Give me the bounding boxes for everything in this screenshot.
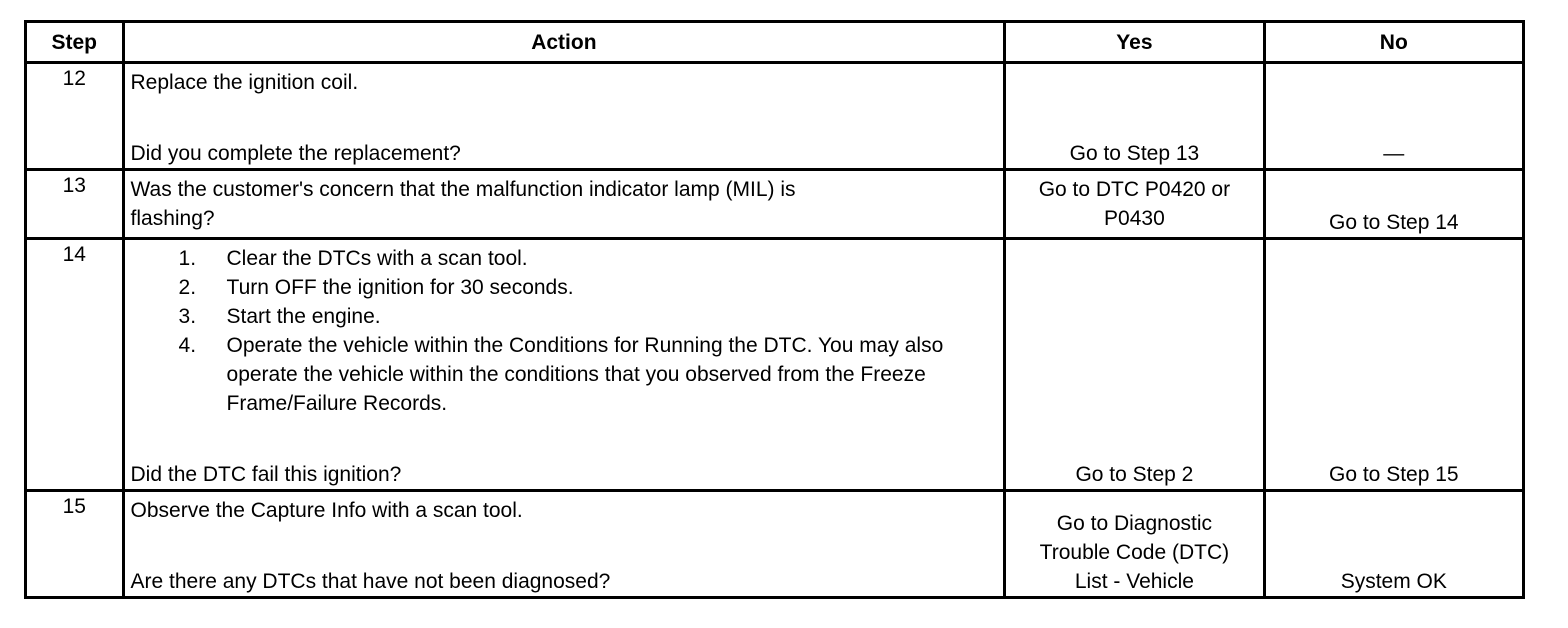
step-number: 15 — [26, 491, 124, 598]
yes-result-line: Go to DTC P0420 or — [1038, 178, 1231, 201]
table-row — [26, 170, 1524, 239]
no-cell — [1264, 491, 1523, 598]
list-item-text: Turn OFF the ignition for 30 seconds. — [226, 276, 574, 299]
header-yes: Yes — [1005, 22, 1264, 63]
list-item-text: Start the engine. — [226, 305, 381, 328]
list-item-text: Clear the DTCs with a scan tool. — [226, 247, 528, 270]
yes-cell — [1005, 491, 1264, 598]
yes-result-line: P0430 — [1104, 207, 1165, 230]
yes-result-line: Trouble Code (DTC) — [1039, 541, 1230, 564]
no-cell — [1264, 239, 1523, 491]
step-number: 12 — [26, 63, 124, 170]
yes-cell — [1005, 170, 1264, 239]
action-cell — [123, 239, 1005, 491]
action-question: Did the DTC fail this ignition? — [130, 463, 402, 486]
diagnostic-table — [24, 20, 1525, 599]
list-item-number: 3. — [178, 305, 197, 328]
procedure-list — [179, 244, 998, 418]
action-cell — [123, 491, 1005, 598]
yes-result-line: List - Vehicle — [1074, 570, 1194, 593]
header-action: Action — [123, 22, 1005, 63]
action-question: Are there any DTCs that have not been diagnosed? — [130, 570, 611, 593]
action-cell — [123, 170, 1005, 239]
action-question: Did you complete the replacement? — [130, 142, 461, 165]
no-cell — [1264, 63, 1523, 170]
step-number: 14 — [26, 239, 124, 491]
list-item — [179, 273, 998, 302]
action-text: Observe the Capture Info with a scan tool. — [130, 499, 523, 522]
yes-result — [1006, 509, 1262, 596]
no-result: System OK — [1340, 570, 1447, 593]
list-item — [179, 244, 998, 273]
list-item — [179, 331, 998, 418]
no-result: Go to Step 15 — [1329, 463, 1459, 486]
list-item-number: 4. — [178, 334, 197, 357]
table-row — [26, 63, 1524, 170]
header-step: Step — [26, 22, 124, 63]
header-no: No — [1264, 22, 1523, 63]
yes-cell — [1005, 63, 1264, 170]
step-number: 13 — [26, 170, 124, 239]
list-item-number: 1. — [178, 247, 197, 270]
action-question-line: flashing? — [130, 207, 215, 230]
list-item-number: 2. — [178, 276, 197, 299]
yes-result — [1006, 175, 1262, 233]
no-result: — — [1383, 142, 1405, 165]
action-question-line: Was the customer's concern that the malfunction indicator lamp (MIL) is — [130, 178, 796, 201]
list-item — [179, 302, 998, 331]
yes-cell — [1005, 239, 1264, 491]
table-row — [26, 239, 1524, 491]
yes-result: Go to Step 2 — [1075, 463, 1194, 486]
table-row — [26, 491, 1524, 598]
yes-result: Go to Step 13 — [1069, 142, 1200, 165]
action-cell — [123, 63, 1005, 170]
no-cell — [1264, 170, 1523, 239]
no-result: Go to Step 14 — [1329, 211, 1459, 234]
list-item-text: Operate the vehicle within the Conditions for Running the DTC. You may also operate the vehicle within the conditions that you observed from the Freeze Frame/Failure Records. — [226, 334, 944, 415]
action-question — [131, 175, 998, 233]
yes-result-line: Go to Diagnostic — [1056, 512, 1213, 535]
header-row — [26, 22, 1524, 63]
action-text: Replace the ignition coil. — [130, 71, 359, 94]
